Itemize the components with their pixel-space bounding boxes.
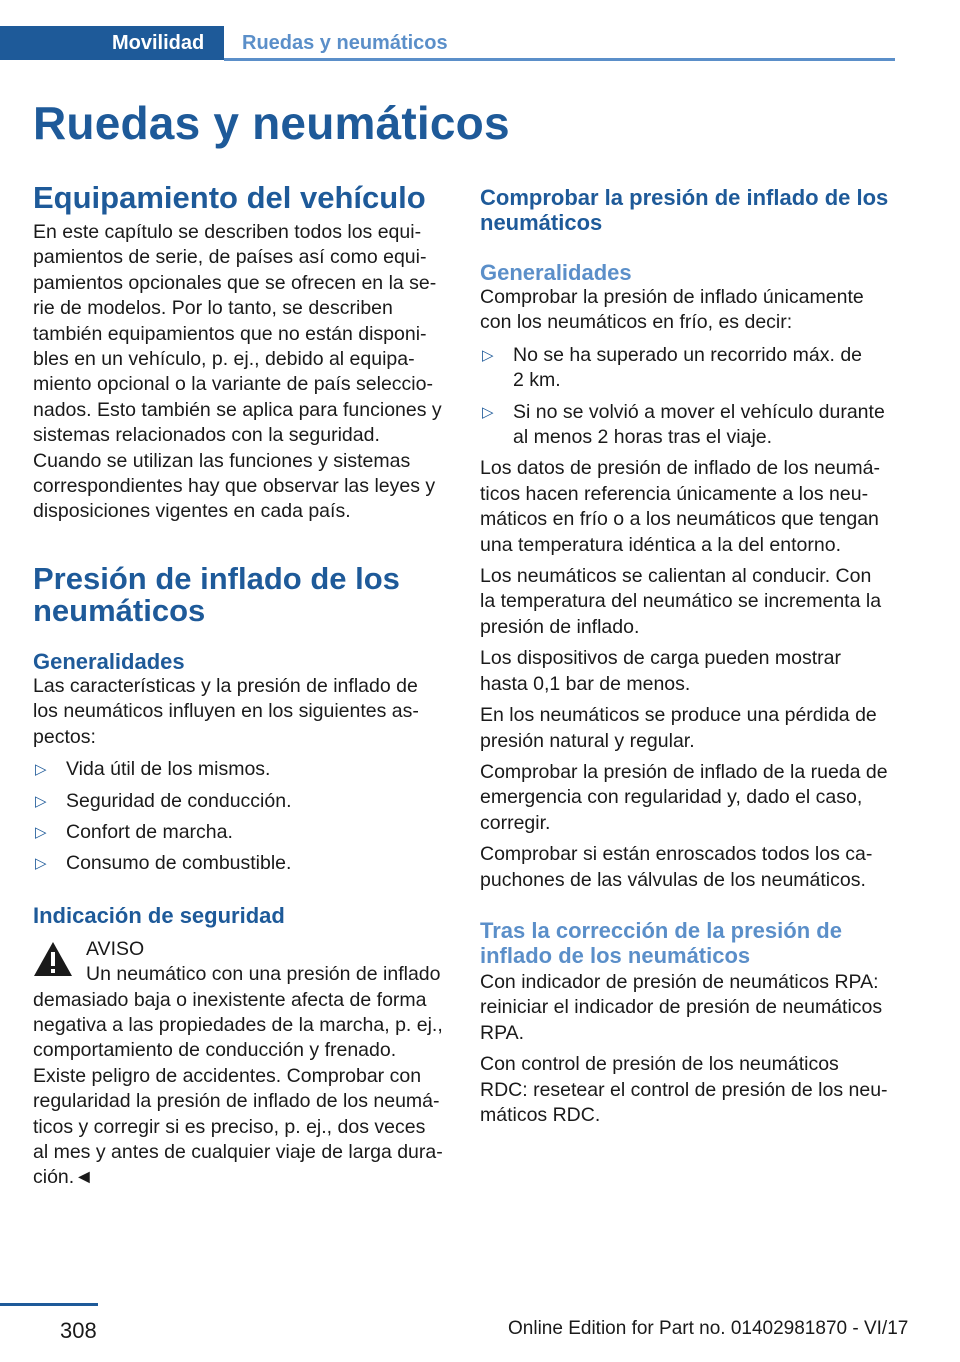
list-item bbox=[33, 757, 451, 782]
list-item-text: Consumo de combustible. bbox=[66, 852, 292, 875]
footer-rule bbox=[0, 1303, 98, 1306]
heading-presion bbox=[33, 560, 451, 628]
list-item-text: Si no se volvió a mover el vehículo durante bbox=[513, 400, 885, 423]
text-line: puchones de las válvulas de los neumáticos. bbox=[480, 868, 866, 891]
text-line: hasta 0,1 bar de menos. bbox=[480, 672, 691, 695]
triangle-bullet-icon: ▷ bbox=[482, 403, 494, 421]
subheading-generalidades: Generalidades bbox=[33, 648, 185, 674]
text-line: reiniciar el indicador de presión de neumáticos bbox=[480, 996, 883, 1019]
paragraph bbox=[480, 646, 898, 697]
heading-line: neumáticos bbox=[33, 592, 206, 628]
heading-comprobar bbox=[480, 185, 898, 235]
list-item-text: Confort de marcha. bbox=[66, 820, 233, 843]
heading-line: Presión de inflado de los bbox=[33, 560, 400, 596]
text-line: bles en un vehículo, p. ej., debido al equipa- bbox=[33, 348, 415, 371]
text-line: presión de inflado. bbox=[480, 615, 640, 638]
text-line: con los neumáticos en frío, es decir: bbox=[480, 311, 793, 334]
tab-movilidad[interactable] bbox=[0, 26, 224, 60]
list-item bbox=[33, 851, 451, 876]
text-line: ción.◄ bbox=[33, 1166, 94, 1189]
list-item-text: al menos 2 horas tras el viaje. bbox=[513, 426, 773, 449]
text-line: Cuando se utilizan las funciones y sistemas bbox=[33, 449, 411, 472]
text-line: pectos: bbox=[33, 725, 96, 748]
heading-equipamiento: Equipamiento del vehículo bbox=[33, 180, 426, 215]
text-line: máticos RDC. bbox=[480, 1103, 601, 1126]
text-line: la temperatura del neumático se incrementa la bbox=[480, 590, 882, 613]
list-item-text: Vida útil de los mismos. bbox=[66, 758, 271, 781]
list-item bbox=[33, 789, 451, 814]
text-line: Un neumático con una presión de inflado bbox=[86, 963, 441, 986]
text-line: presión natural y regular. bbox=[480, 729, 695, 752]
text-line: En los neumáticos se produce una pérdida de bbox=[480, 704, 877, 727]
text-line: pamientos de serie, de países así como equi- bbox=[33, 246, 427, 269]
chapter-header bbox=[0, 26, 895, 62]
text-line: RDC: resetear el control de presión de los neu- bbox=[480, 1078, 888, 1101]
text-line: Existe peligro de accidentes. Comprobar con bbox=[33, 1064, 422, 1087]
triangle-bullet-icon: ▷ bbox=[35, 855, 47, 873]
text-line: demasiado baja o inexistente afecta de forma bbox=[33, 988, 427, 1011]
list-item-text: 2 km. bbox=[513, 369, 561, 392]
paragraph bbox=[480, 970, 898, 1046]
paragraph bbox=[480, 1052, 898, 1128]
tab-ruedas-neumaticos[interactable]: Ruedas y neumáticos bbox=[242, 32, 448, 54]
text-line: corregir. bbox=[480, 811, 551, 834]
text-line: nados. Esto también se aplica para funciones y bbox=[33, 398, 442, 421]
page-number: 308 bbox=[60, 1318, 97, 1343]
text-line: los neumáticos influyen en los siguientes as- bbox=[33, 700, 419, 723]
triangle-bullet-icon: ▷ bbox=[482, 346, 494, 364]
bullet-list-right bbox=[480, 343, 898, 451]
text-line: En este capítulo se describen todos los equi- bbox=[33, 221, 422, 243]
text-line: una temperatura idéntica a la del entorno. bbox=[480, 533, 841, 556]
text-line: miento opcional o la variante de país seleccio- bbox=[33, 373, 433, 396]
text-line: comportamiento de conducción y frenado. bbox=[33, 1039, 397, 1062]
text-line: correspondientes hay que observar las leyes y bbox=[33, 475, 436, 498]
triangle-bullet-icon: ▷ bbox=[35, 761, 47, 779]
text-line: Con indicador de presión de neumáticos RPA: bbox=[480, 970, 879, 993]
text-line: Los neumáticos se calientan al conducir. Con bbox=[480, 565, 872, 588]
text-line: disposiciones vigentes en cada país. bbox=[33, 500, 351, 523]
paragraph-intro-right bbox=[480, 285, 898, 336]
text-line: pamientos opcionales que se ofrecen en la se- bbox=[33, 271, 437, 294]
text-line: RPA. bbox=[480, 1021, 525, 1044]
list-item bbox=[480, 400, 898, 451]
heading-line: Comprobar la presión de inflado de los bbox=[480, 185, 889, 210]
text-line: Con control de presión de los neumáticos bbox=[480, 1053, 839, 1076]
paragraph bbox=[480, 842, 898, 893]
warning-label: AVISO bbox=[86, 937, 145, 960]
warning-block bbox=[33, 937, 451, 1191]
page-title: Ruedas y neumáticos bbox=[33, 97, 510, 149]
list-item-text: Seguridad de conducción. bbox=[66, 789, 292, 812]
paragraph bbox=[480, 564, 898, 640]
text-line: Los dispositivos de carga pueden mostrar bbox=[480, 647, 841, 670]
warning-triangle-icon bbox=[33, 941, 73, 977]
paragraph-equipamiento bbox=[33, 220, 451, 525]
paragraph-intro bbox=[33, 674, 451, 750]
subheading-tras-correccion bbox=[480, 918, 898, 968]
text-line: rie de modelos. Por lo tanto, se describen bbox=[33, 297, 393, 320]
heading-line: neumáticos bbox=[480, 210, 603, 235]
subheading-generalidades-right: Generalidades bbox=[480, 260, 632, 285]
header-rule bbox=[224, 58, 895, 61]
text-line: máticos en frío o a los neumáticos que tengan bbox=[480, 508, 879, 531]
text-line: Comprobar la presión de inflado de la rueda de bbox=[480, 760, 888, 783]
text-line: ticos y corregir si es preciso, p. ej., dos veces bbox=[33, 1115, 426, 1138]
text-line: Los datos de presión de inflado de los neumá- bbox=[480, 457, 881, 480]
text-line: Comprobar si están enroscados todos los ca- bbox=[480, 843, 873, 866]
text-line: emergencia con regularidad y, dado el caso, bbox=[480, 786, 863, 809]
left-column bbox=[33, 182, 451, 1191]
edition-note: Online Edition for Part no. 01402981870 - VI/17 bbox=[508, 1318, 909, 1339]
text-line: sistemas relacionados con la seguridad. bbox=[33, 424, 380, 447]
paragraph bbox=[480, 760, 898, 836]
heading-line: inflado de los neumáticos bbox=[480, 942, 751, 968]
text-line: al mes y antes de cualquier viaje de larga dura- bbox=[33, 1140, 443, 1163]
bullet-list bbox=[33, 757, 451, 877]
paragraph bbox=[480, 456, 898, 558]
subheading-seguridad: Indicación de seguridad bbox=[33, 902, 285, 928]
text-line: también equipamientos que no están disponi- bbox=[33, 322, 427, 345]
tab-movilidad-label: Movilidad bbox=[112, 32, 205, 54]
text-line: regularidad la presión de inflado de los neumá- bbox=[33, 1090, 440, 1113]
heading-line: Tras la corrección de la presión de bbox=[480, 917, 842, 943]
list-item bbox=[480, 343, 898, 394]
text-line: Las características y la presión de inflado de bbox=[33, 674, 418, 697]
triangle-bullet-icon: ▷ bbox=[35, 792, 47, 810]
text-line: negativa a las propiedades de la marcha, p. ej., bbox=[33, 1013, 443, 1036]
right-column bbox=[480, 185, 898, 1128]
paragraph bbox=[480, 703, 898, 754]
triangle-bullet-icon: ▷ bbox=[35, 823, 47, 841]
text-line: ticos hacen referencia únicamente a los neu- bbox=[480, 482, 869, 505]
list-item bbox=[33, 820, 451, 845]
text-line: Comprobar la presión de inflado únicamente bbox=[480, 286, 864, 308]
list-item-text: No se ha superado un recorrido máx. de bbox=[513, 343, 863, 366]
